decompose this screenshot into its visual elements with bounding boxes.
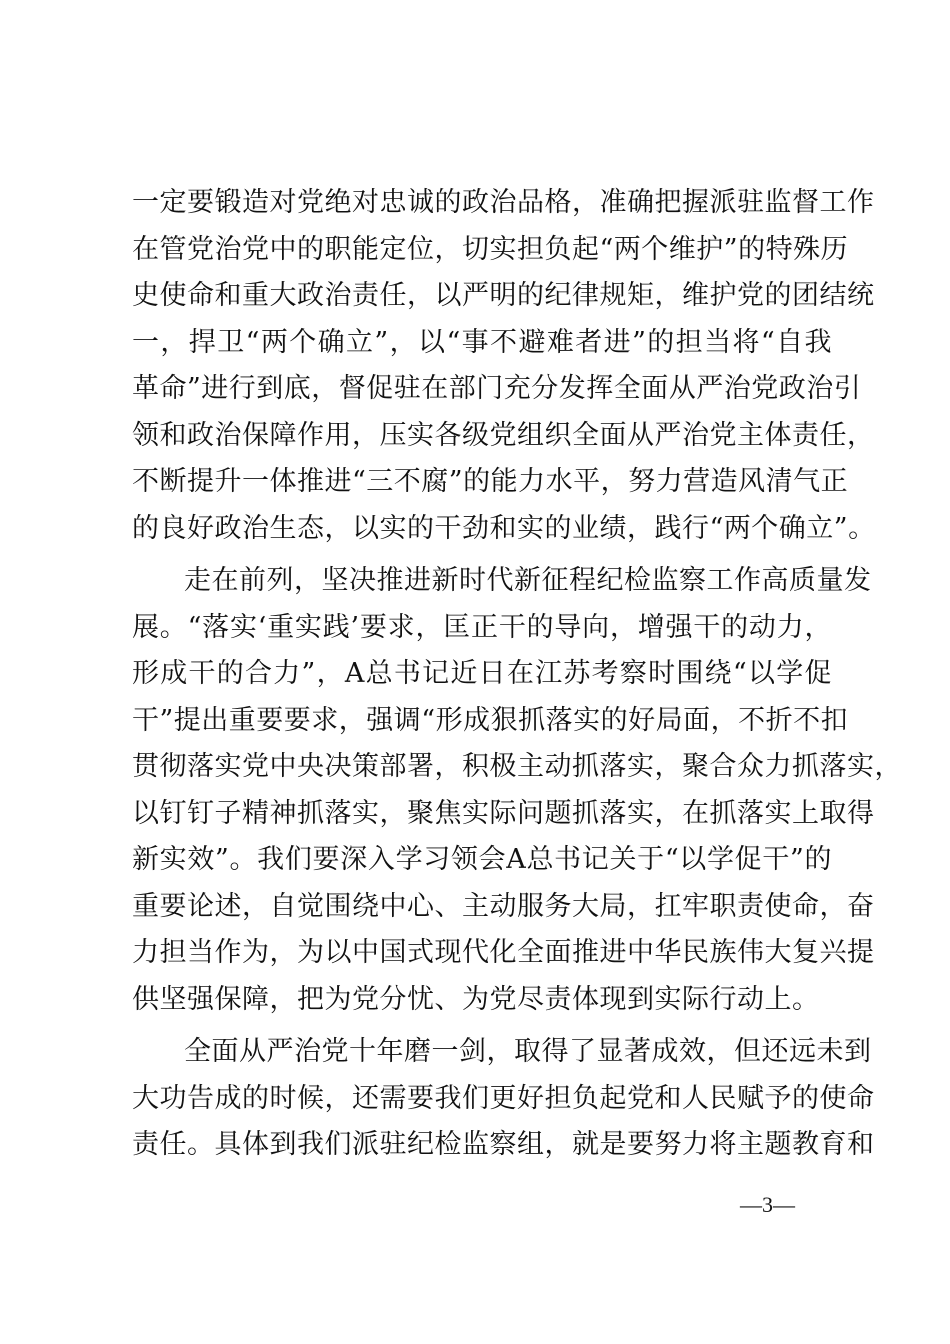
text-line: 史使命和重大政治责任，以严明的纪律规矩，维护党的团结统 [132, 280, 875, 311]
text-line: 一定要锻造对党绝对忠诚的政治品格，准确把握派驻监督工作 [132, 187, 875, 218]
text-line: 全面从严治党十年磨一剑，取得了显著成效，但还远未到 [184, 1036, 872, 1067]
text-line: 责任。具体到我们派驻纪检监察组，就是要努力将主题教育和 [132, 1129, 875, 1160]
text-line: 以钉钉子精神抓落实，聚焦实际问题抓落实，在抓落实上取得 [132, 797, 875, 829]
text-line: 大功告成的时候，还需要我们更好担负起党和人民赋予的使命 [132, 1082, 875, 1114]
text-line: 形成干的合力”，A总书记近日在江苏考察时围绕“以学促 [132, 658, 832, 689]
text-line: 一，捍卫“两个确立”，以“事不避难者进”的担当将“自我 [132, 326, 832, 358]
paragraph-1 [132, 180, 876, 552]
text-line: 干”提出重要要求，强调“形成狠抓落实的好局面，不折不扣 [132, 704, 849, 736]
text-line: 领和政治保障作用，压实各级党组织全面从严治党主体责任， [132, 419, 875, 451]
paragraph-2 [132, 558, 902, 1023]
text-line: 不断提升一体推进“三不腐”的能力水平，努力营造风清气正 [132, 466, 849, 497]
text-line: 新实效”。我们要深入学习领会A总书记关于“以学促干”的 [132, 844, 832, 875]
text-line: 重要论述，自觉围绕中心、主动服务大局，扛牢职责使命，奋 [132, 890, 875, 922]
text-line: 的良好政治生态，以实的干劲和实的业绩，践行“两个确立”。 [132, 512, 876, 544]
page-number: —3— [740, 1192, 795, 1217]
body-text [132, 180, 902, 1169]
text-line: 走在前列，坚决推进新时代新征程纪检监察工作高质量发 [184, 565, 872, 596]
text-line: 在管党治党中的职能定位，切实担负起“两个维护”的特殊历 [132, 233, 849, 265]
text-line: 展。“落实‘重实践’要求，匡正干的导向，增强干的动力， [132, 611, 832, 643]
text-line: 力担当作为，为以中国式现代化全面推进中华民族伟大复兴提 [132, 937, 875, 968]
text-line: 供坚强保障，把为党分忧、为党尽责体现到实际行动上。 [132, 983, 820, 1015]
text-line: 贯彻落实党中央决策部署，积极主动抓落实，聚合众力抓落实， [132, 751, 902, 782]
text-line: 革命”进行到底，督促驻在部门充分发挥全面从严治党政治引 [132, 373, 862, 404]
paragraph-3 [132, 1029, 875, 1169]
